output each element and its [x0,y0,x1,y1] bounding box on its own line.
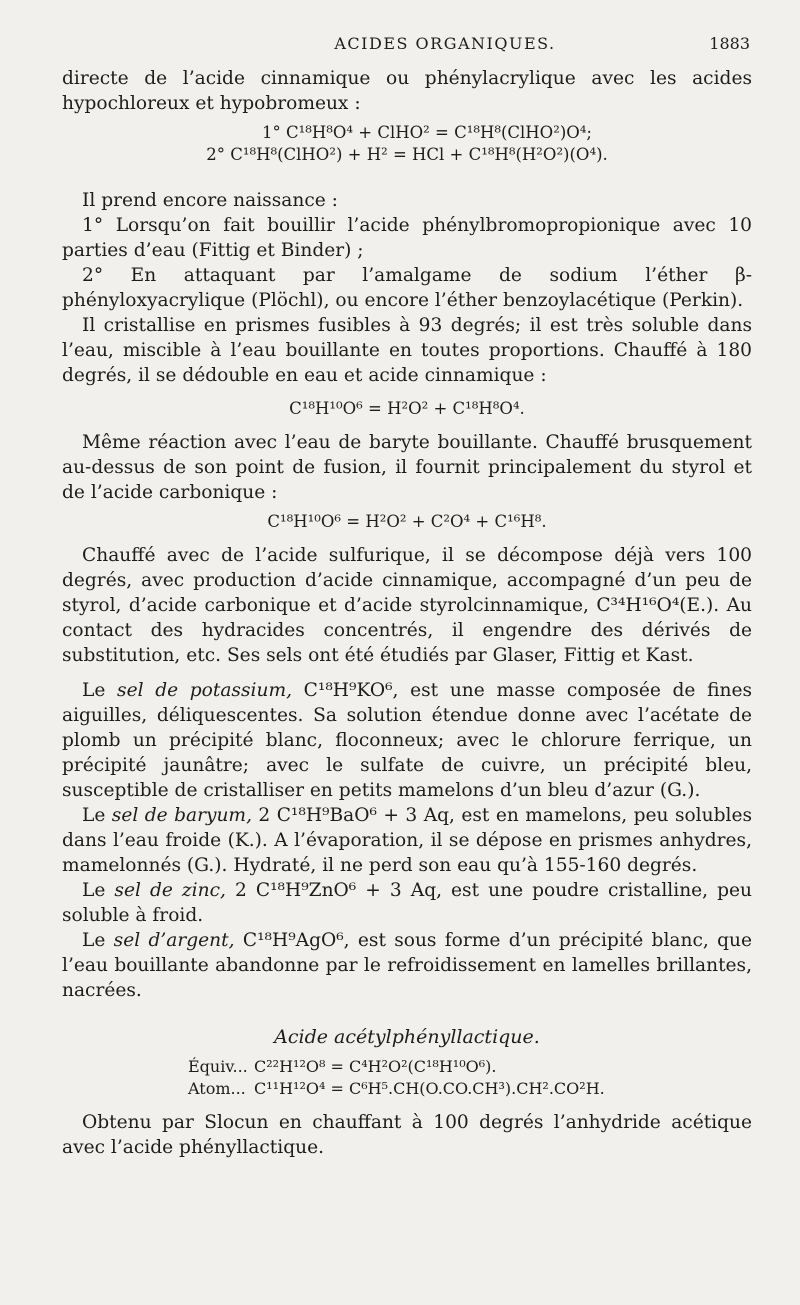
formula-label: Équiv... [188,1057,248,1076]
paragraph [62,803,752,878]
spacer [62,388,752,398]
text-run: C¹⁸H⁹KO⁶, est une masse composée de fines aiguilles, déliquescentes. Sa solution étendue donne avec l’acétate de plomb un précipité blanc, floconneux; avec le chlorure ferrique, un précipité jaunâtre; avec le sulfate de cuivre, un précipité bleu, susceptible de cristalliser en petits mamelons d’un bleu d’azur (G.). [62,680,752,801]
formula-row [188,1056,752,1078]
formula-label: Atom... [188,1079,246,1098]
formula: 1° C¹⁸H⁸O⁴ + ClHO² = C¹⁸H⁸(ClHO²)O⁴; [262,123,592,142]
formula-table [188,1056,752,1100]
text-run: Le [82,680,118,701]
text-run: C¹⁸H⁹AgO⁶, est sous forme d’un précipité blanc, que l’eau bouillante abandonne par le refroidissement en lamelles brillantes, nacrées. [62,930,752,1001]
text-run: Le [82,880,115,901]
text-run: 2 C¹⁸H⁹BaO⁶ + 3 Aq, est en mamelons, peu solubles dans l’eau froide (K.). A l’évaporation, il se dépose en prismes anhydres, mamelonnés (G.). Hydraté, il ne perd son eau qu’à 155-160 degrés. [62,805,752,876]
paragraph [62,878,752,928]
paragraph: Il cristallise en prismes fusibles à 93 degrés; il est très soluble dans l’eau, miscible à l’eau bouillante en toutes proportions. Chauffé à 180 degrés, il se dédouble en eau et acide cinnamique : [62,315,752,386]
paragraph: 1° Lorsqu’on fait bouillir l’acide phénylbromopropionique avec 10 parties d’eau (Fittig et Binder) ; [62,215,752,261]
paragraph: Même réaction avec l’eau de baryte bouillante. Chauffé brusquement au-dessus de son point de fusion, il fournit principalement du styrol et de l’acide carbonique : [62,432,752,503]
text-run: Le [82,805,112,826]
section-heading: Acide acétylphényllactique. [274,1026,540,1048]
text-run: Le [82,930,114,951]
paragraph [62,928,752,1003]
formula: 2° C¹⁸H⁸(ClHO²) + H² = HCl + C¹⁸H⁸(H²O²)(O⁴). [206,145,608,164]
paragraph: Chauffé avec de l’acide sulfurique, il se décompose déjà vers 100 degrés, avec production d’acide cinnamique, accompagné d’un peu de styrol, d’acide carbonique et d’acide styrolcinnamique, C³⁴H¹⁶O⁴(E.). Au contact des hydracides concentrés, il engendre des dérivés de substitution, etc. Ses sels ont été étudiés par Glaser, Fittig et Kast. [62,545,752,666]
paragraph [62,678,752,803]
italic-term: sel de potassium, [117,680,292,701]
spacer [62,668,752,678]
paragraph: directe de l’acide cinnamique ou phénylacrylique avec les acides hypochloreux et hypobromeux : [62,68,752,114]
paragraph: 2° En attaquant par l’amalgame de sodium l’éther β-phényloxyacrylique (Plöchl), ou encore l’éther benzoylacétique (Perkin). [62,265,752,311]
formula: C¹⁸H¹⁰O⁶ = H²O² + C¹⁸H⁸O⁴. [289,399,525,418]
body-text [62,66,752,1160]
paragraph: Il prend encore naissance : [82,190,338,211]
formula: C¹⁸H¹⁰O⁶ = H²O² + C²O⁴ + C¹⁶H⁸. [267,512,547,531]
spacer [62,1100,752,1110]
spacer [62,533,752,543]
formula-row [188,1078,752,1100]
paragraph: Obtenu par Slocun en chauffant à 100 degrés l’anhydride acétique avec l’acide phényllactique. [62,1112,752,1158]
italic-term: sel de zinc, [114,880,226,901]
running-title: ACIDES ORGANIQUES. [334,34,556,53]
formula: C¹¹H¹²O⁴ = C⁶H⁵.CH(O.CO.CH³).CH².CO²H. [254,1079,605,1098]
page-number: 1883 [709,34,750,53]
text-run: 2 C¹⁸H⁹ZnO⁶ + 3 Aq, est une poudre cristalline, peu soluble à froid. [62,880,753,926]
italic-term: sel de baryum, [111,805,252,826]
running-header [60,34,750,58]
spacer [62,1003,752,1025]
spacer [62,166,752,188]
italic-term: sel d’argent, [113,930,235,951]
spacer [62,420,752,430]
formula: C²²H¹²O⁸ = C⁴H²O²(C¹⁸H¹⁰O⁶). [254,1057,497,1076]
